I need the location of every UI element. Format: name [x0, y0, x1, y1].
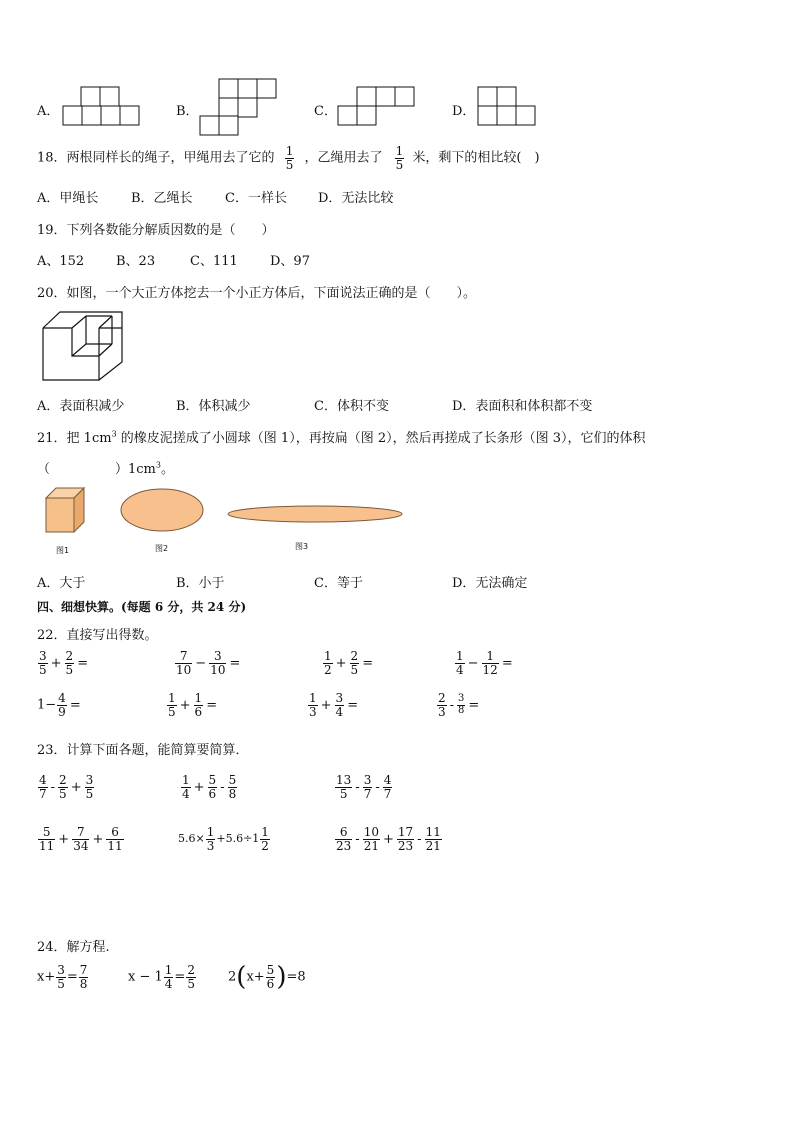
q21-fig1-cube [44, 486, 88, 534]
q18-option-c: C．一样长 [225, 191, 287, 206]
q23-3-c-num: 4 [383, 773, 392, 787]
q23-2-op2: - [220, 779, 225, 795]
q17-option-a-label: A． [37, 104, 60, 119]
q22-3-frac-b [350, 650, 360, 676]
q21-fig3-label: 图3 [295, 542, 309, 551]
q23-3-c [383, 774, 393, 800]
q24-equation-1 [37, 964, 89, 990]
q23-4-b-num: 7 [72, 826, 89, 840]
q24-3-post: =8 [286, 969, 306, 985]
q23-1-b [58, 774, 68, 800]
q23-3-a [335, 774, 352, 800]
q20-option-d: D．表面积和体积都不变 [452, 399, 593, 414]
q18-f1-num: 1 [285, 144, 294, 158]
q22-6-a-num: 1 [168, 691, 176, 705]
question-18 [37, 145, 540, 171]
q22-item-4 [454, 650, 515, 676]
q23-6-a-num: 6 [335, 826, 352, 840]
q24-2-pre: x − 1 [128, 969, 163, 985]
q23-6-d [425, 826, 442, 852]
q23-6-c-den: 23 [397, 838, 414, 853]
q22-item-1 [37, 650, 90, 676]
q17-option-b-net [199, 78, 279, 136]
q20-cube-figure [42, 310, 124, 382]
q24-2-b-num: 2 [187, 963, 195, 977]
q23-2-c [228, 774, 238, 800]
q24-2-b-den: 5 [187, 976, 195, 991]
q23-expr-3 [334, 774, 393, 800]
q22-7-op: + [320, 697, 332, 713]
q22-2-a-num: 7 [175, 650, 192, 664]
q23-3-a-num: 13 [336, 773, 352, 787]
q23-5-b-num: 1 [261, 825, 269, 839]
q22-4-frac-b [482, 650, 499, 676]
q21-fig3-strip [226, 503, 406, 525]
question-21-line2 [37, 458, 174, 477]
q21-option-a: A．大于 [37, 576, 86, 591]
q23-4-a-num: 5 [38, 826, 55, 840]
q23-4-c-num: 6 [106, 826, 123, 840]
q22-5-eq: = [69, 697, 81, 713]
q24-1-b [79, 964, 89, 990]
q23-6-op2: + [382, 831, 394, 847]
q23-2-a-num: 1 [182, 773, 190, 787]
q22-8-frac-b [457, 694, 465, 716]
q22-6-frac-b [194, 692, 204, 718]
q22-4-a-den: 4 [456, 662, 464, 677]
q18-fraction-2 [395, 145, 405, 171]
q22-3-a-num: 1 [324, 649, 332, 663]
q22-2-frac-b [209, 650, 226, 676]
q24-3-inner: x+ [246, 969, 265, 985]
q18-f1-den: 5 [285, 157, 294, 172]
q23-2-op1: + [193, 779, 205, 795]
q22-7-frac-a [308, 692, 318, 718]
q22-4-eq: = [501, 655, 513, 671]
q23-1-a-num: 4 [39, 773, 47, 787]
q23-2-b-den: 6 [208, 786, 217, 801]
q23-4-op1: + [58, 831, 70, 847]
q21-line1-a: 21．把 1cm [37, 431, 112, 446]
q23-expr-4 [37, 826, 125, 852]
q22-7-eq: = [347, 697, 359, 713]
q23-4-b [72, 826, 89, 852]
q23-5-a [206, 826, 216, 852]
question-24: 24．解方程. [37, 940, 110, 955]
q21-line2-sup: 3 [155, 460, 161, 470]
q22-item-8 [436, 692, 481, 718]
q22-1-frac-a [38, 650, 48, 676]
q19-option-a: A、152 [37, 254, 85, 269]
q22-3-op: + [335, 655, 347, 671]
q23-6-c [397, 826, 414, 852]
q22-2-frac-a [175, 650, 192, 676]
q23-6-op3: - [417, 831, 422, 847]
q23-1-c [85, 774, 95, 800]
q19-option-d: D、97 [270, 254, 310, 269]
q22-item-5 [37, 692, 83, 718]
q24-2-eq: = [174, 969, 186, 985]
q22-5-b-num: 4 [58, 691, 66, 705]
q23-2-a-den: 4 [182, 786, 190, 801]
q17-option-b-label: B． [176, 104, 199, 119]
q24-1-pre: x+ [37, 969, 56, 985]
q22-7-frac-b [335, 692, 345, 718]
q21-option-c: C．等于 [314, 576, 363, 591]
q23-5-a-num: 1 [206, 825, 215, 839]
q23-6-c-num: 17 [397, 825, 414, 839]
q22-4-b-num: 1 [482, 650, 499, 664]
q23-4-a-den: 11 [39, 838, 55, 853]
q23-2-c-den: 8 [228, 786, 237, 801]
q23-3-b-den: 7 [363, 786, 372, 801]
q24-2-a-num: 1 [164, 963, 173, 977]
q21-fig2-label: 图2 [155, 544, 169, 553]
q21-line1-sup: 3 [111, 429, 117, 439]
q23-2-a [181, 774, 191, 800]
q21-option-b: B．小于 [176, 576, 225, 591]
q22-5-b-den: 9 [58, 704, 66, 719]
q23-3-b [363, 774, 373, 800]
q23-2-b-num: 5 [208, 773, 217, 787]
q23-4-c [106, 826, 123, 852]
q21-line1-b: 的橡皮泥搓成了小圆球（图 1），再按扁（图 2），然后再搓成了长条形（图 3），它们的体积 [116, 431, 646, 446]
q22-7-a-den: 3 [309, 704, 317, 719]
q22-1-a-den: 5 [39, 662, 47, 677]
q22-1-a-num: 3 [39, 649, 47, 663]
q22-5-pre: 1− [37, 697, 57, 713]
q22-4-b-den: 12 [482, 662, 498, 677]
q24-3-right-paren: ) [276, 962, 287, 993]
q22-2-b-num: 3 [209, 650, 226, 664]
q23-4-c-den: 11 [107, 838, 123, 853]
q24-1-eq: = [66, 969, 78, 985]
q22-8-frac-a [437, 692, 447, 718]
q22-7-b-den: 4 [335, 704, 344, 719]
q17-option-d-net-top [477, 86, 537, 108]
question-23: 23．计算下面各题，能简算要简算． [37, 743, 249, 758]
q23-5-a-den: 3 [206, 838, 215, 853]
q23-4-a [38, 826, 55, 852]
q23-6-b-num: 10 [363, 825, 379, 839]
q22-3-b-num: 2 [350, 649, 359, 663]
q24-1-a-num: 3 [57, 963, 65, 977]
q22-8-b-den: 8 [458, 704, 465, 716]
q18-option-d: D．无法比较 [318, 191, 394, 206]
q22-3-eq: = [362, 655, 374, 671]
q22-8-a-num: 2 [438, 691, 446, 705]
q24-2-a [164, 964, 174, 990]
q22-item-2 [174, 650, 242, 676]
q22-6-op: + [179, 697, 191, 713]
q24-3-pre: 2 [228, 969, 237, 985]
q21-option-d: D．无法确定 [452, 576, 528, 591]
q18-text-part1: 18．两根同样长的绳子，甲绳用去了它的 [37, 150, 275, 166]
q23-3-b-num: 3 [363, 773, 372, 787]
q22-6-frac-a [167, 692, 177, 718]
q23-6-b [363, 826, 380, 852]
q23-6-a-den: 23 [336, 838, 352, 853]
q24-1-b-den: 8 [79, 976, 88, 991]
q19-option-c: C、111 [190, 254, 238, 269]
question-22: 22．直接写出得数。 [37, 628, 158, 643]
q22-1-b-den: 5 [65, 662, 74, 677]
q22-1-op: + [50, 655, 62, 671]
section-4-heading: 四、细想快算。(每题 6 分，共 24 分) [37, 600, 247, 614]
q22-6-a-den: 5 [168, 704, 176, 719]
q22-item-6 [166, 692, 219, 718]
q23-5-p1: 5.6× [178, 832, 205, 846]
q21-fig1-label: 图1 [56, 546, 70, 555]
q23-1-b-num: 2 [59, 773, 67, 787]
q23-1-op2: + [70, 779, 82, 795]
q23-expr-5 [178, 826, 271, 852]
q19-option-b: B、23 [116, 254, 156, 269]
q18-text-part3: 米，剩下的相比较( ) [412, 150, 540, 166]
q24-1-b-num: 7 [79, 963, 88, 977]
q18-option-b: B．乙绳长 [131, 191, 193, 206]
q23-6-d-den: 21 [425, 838, 441, 853]
q20-option-c: C．体积不变 [314, 399, 389, 414]
q17-option-a-net [62, 86, 140, 128]
q22-4-op: − [467, 655, 479, 671]
q20-option-b: B．体积减少 [176, 399, 251, 414]
q23-4-b-den: 34 [73, 838, 89, 853]
question-21-line1 [37, 427, 646, 446]
q22-4-a-num: 1 [456, 649, 464, 663]
q23-expr-2 [180, 774, 238, 800]
q24-1-a [56, 964, 66, 990]
question-20: 20．如图，一个大正方体挖去一个小正方体后，下面说法正确的是（ ）。 [37, 286, 477, 301]
q23-1-c-den: 5 [85, 786, 94, 801]
q17-option-c-label: C． [314, 104, 337, 119]
q20-option-a: A．表面积减少 [37, 399, 125, 414]
q22-3-a-den: 2 [324, 662, 332, 677]
q22-1-eq: = [77, 655, 89, 671]
q24-3-a-den: 6 [266, 976, 275, 991]
q22-1-frac-b [65, 650, 75, 676]
q22-item-3 [322, 650, 375, 676]
q23-6-d-num: 11 [425, 825, 441, 839]
q23-1-b-den: 5 [59, 786, 67, 801]
q23-5-b [260, 826, 270, 852]
q18-text-part2: ，乙绳用去了 [304, 150, 383, 166]
q22-5-frac-b [57, 692, 67, 718]
q22-6-eq: = [206, 697, 218, 713]
q22-2-a-den: 10 [176, 662, 192, 677]
q22-1-b-num: 2 [65, 649, 74, 663]
q24-3-a-num: 5 [266, 963, 275, 977]
q17-option-d-label: D． [452, 104, 476, 119]
q22-6-b-num: 1 [194, 691, 203, 705]
q22-4-frac-a [455, 650, 465, 676]
q23-3-a-den: 5 [339, 786, 348, 801]
q21-line2-b: 。 [160, 462, 174, 477]
q23-1-a-den: 7 [39, 786, 47, 801]
q18-f2-num: 1 [395, 144, 404, 158]
q21-line2-a: （ ）1cm [37, 462, 156, 477]
q23-1-a [38, 774, 48, 800]
q22-6-b-den: 6 [194, 704, 203, 719]
q22-8-op: - [449, 697, 455, 713]
q23-3-op2: - [375, 779, 380, 795]
q18-fraction-1 [285, 145, 295, 171]
q22-3-b-den: 5 [350, 662, 359, 677]
q22-7-b-num: 3 [335, 691, 344, 705]
q23-1-op1: - [50, 779, 56, 795]
q24-equation-3 [228, 962, 306, 993]
q18-option-a: A．甲绳长 [37, 191, 99, 206]
q22-8-b-num: 3 [458, 693, 465, 705]
q23-4-op2: + [92, 831, 104, 847]
q24-1-a-den: 5 [57, 976, 65, 991]
q23-2-b [208, 774, 218, 800]
q21-fig2-flat-ball [119, 487, 205, 533]
q22-8-eq: = [468, 697, 480, 713]
q23-5-p2: +5.6÷1 [216, 832, 260, 846]
q22-2-b-den: 10 [210, 662, 226, 677]
q23-6-a [335, 826, 352, 852]
q23-5-b-den: 2 [261, 838, 269, 853]
q22-item-7 [307, 692, 360, 718]
q23-3-c-den: 7 [383, 786, 392, 801]
q18-f2-den: 5 [395, 157, 404, 172]
q23-6-op1: - [355, 831, 360, 847]
q24-2-a-den: 4 [164, 976, 173, 991]
q22-2-op: − [195, 655, 207, 671]
q23-expr-1 [37, 774, 95, 800]
q24-2-b [186, 964, 196, 990]
q22-2-eq: = [229, 655, 241, 671]
q24-3-left-paren: ( [236, 962, 247, 993]
q22-8-a-den: 3 [438, 704, 446, 719]
q22-3-frac-a [323, 650, 333, 676]
q24-equation-2 [128, 964, 197, 990]
q23-1-c-num: 3 [85, 773, 94, 787]
q24-3-a [266, 964, 276, 990]
q17-option-c-net [337, 86, 417, 128]
q23-expr-6 [334, 826, 443, 852]
q23-2-c-num: 5 [228, 773, 237, 787]
q22-7-a-num: 1 [309, 691, 317, 705]
question-19: 19．下列各数能分解质因数的是（ ） [37, 223, 275, 238]
q23-3-op1: - [355, 779, 360, 795]
q23-6-b-den: 21 [363, 838, 379, 853]
